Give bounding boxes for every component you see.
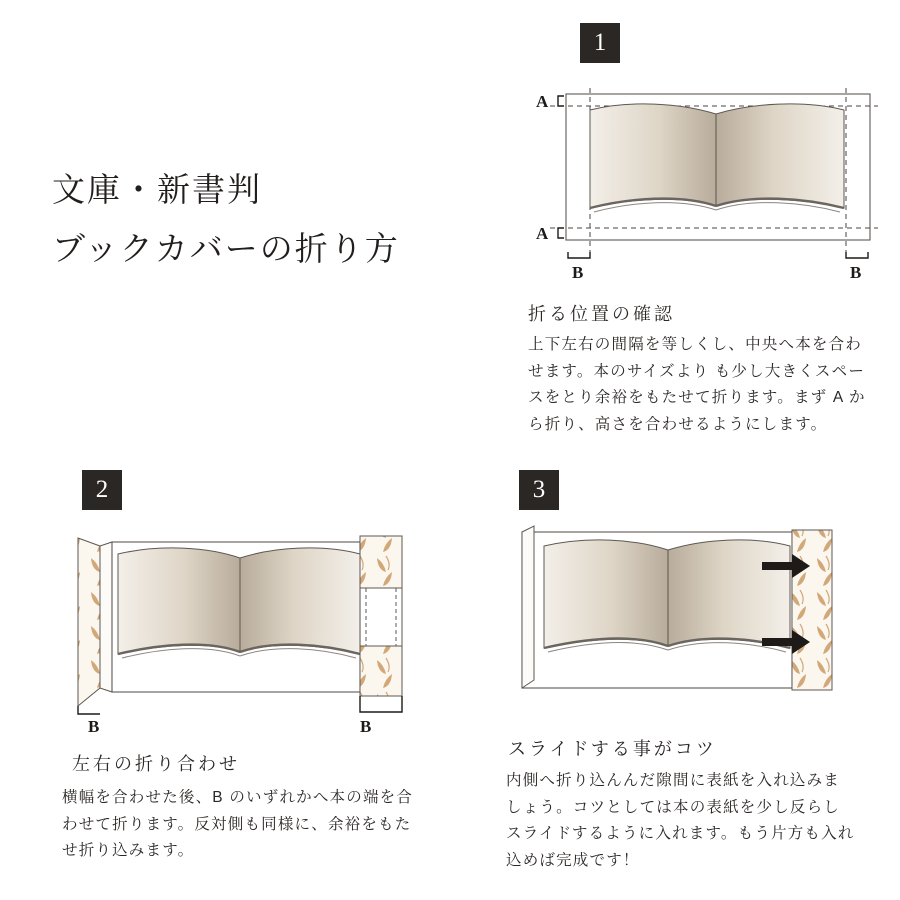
title-line-2: ブックカバーの折り方 <box>52 229 400 267</box>
step-2-illustration <box>60 520 420 745</box>
step-3-caption-title: スライドする事がコツ <box>508 739 717 759</box>
step-3-badge: 3 <box>519 470 559 510</box>
step-3-illustration <box>500 520 860 720</box>
step-2-caption-title: 左右の折り合わせ <box>72 754 240 774</box>
step-1-illustration <box>520 80 880 290</box>
step-2-caption-body: 横幅を合わせた後、B のいずれかへ本の端を合わせて折ります。反対側も同様に、余裕をもたせ折り込みます。 <box>62 789 414 860</box>
step-3-caption-body: 内側へ折り込んんだ隙間に表紙を入れ込みましょう。コツとしては本の表紙を少し反らしスライドするように入れます。もう片方も入れ込めば完成です！ <box>506 772 855 869</box>
step-1-caption-title: 折る位置の確認 <box>528 304 675 324</box>
title-line-1: 文庫・新書判 <box>52 171 262 208</box>
svg-text:B: B <box>850 263 862 282</box>
step-1-badge: 1 <box>580 23 620 63</box>
svg-text:A: A <box>536 224 549 243</box>
svg-text:B: B <box>360 717 372 736</box>
svg-text:A: A <box>536 92 549 111</box>
svg-text:B: B <box>88 717 100 736</box>
step-1-caption-body: 上下左右の間隔を等しくし、中央へ本を合わせます。本のサイズより も少し大きくスペースをとり余裕をもたせて折ります。まず A から折り、高さを合わせるようにします。 <box>528 336 866 433</box>
step-2-badge: 2 <box>82 470 122 510</box>
svg-text:B: B <box>572 263 584 282</box>
page-title <box>52 168 472 271</box>
